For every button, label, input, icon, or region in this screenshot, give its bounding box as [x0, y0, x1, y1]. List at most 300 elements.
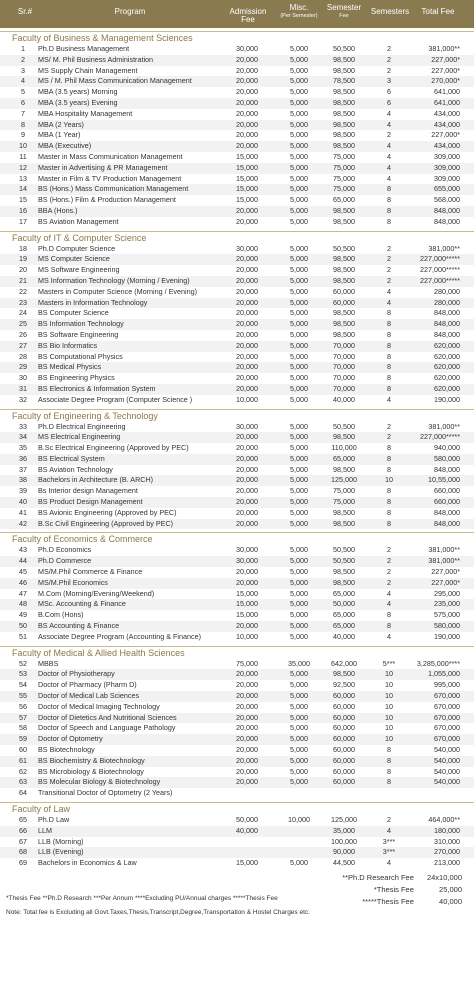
cell-misc-fee: 5,000	[290, 44, 308, 53]
cell-admission-fee: 20,000	[236, 97, 258, 107]
cell-admission-fee: 15,000	[236, 610, 258, 620]
faculty-rows	[0, 244, 474, 406]
cell-semester-fee: 98,500	[333, 432, 355, 442]
research-fee-line	[342, 873, 462, 882]
cell-misc-fee: 5,000	[290, 297, 308, 307]
cell-program: MS Information Technology (Morning / Evening)	[38, 275, 190, 285]
header-misc-label: Misc.	[289, 3, 309, 12]
cell-program: BS Software Engineering	[38, 329, 119, 339]
cell-semester-fee: 98,500	[333, 254, 355, 264]
table-row	[0, 298, 474, 309]
table-row	[0, 330, 474, 341]
cell-program: MS Electrical Engineering	[38, 432, 121, 442]
faculty-section	[0, 532, 474, 642]
cell-total-fee: 940,000	[434, 443, 460, 453]
faculty-title: Faculty of Business & Management Sciences	[0, 31, 474, 44]
cell-semester-fee: 65,000	[333, 621, 355, 631]
table-row	[0, 680, 474, 691]
cell-misc-fee: 5,000	[290, 286, 308, 296]
cell-semesters: 8	[387, 621, 391, 631]
cell-total-fee: 270,000	[434, 847, 460, 857]
cell-program: Master in Advertising & PR Management	[38, 162, 168, 172]
cell-admission-fee: 15,000	[236, 599, 258, 609]
cell-admission-fee: 20,000	[236, 54, 258, 64]
cell-program: BS (Hons.) Film & Production Management	[38, 195, 176, 205]
cell-sr: 65	[19, 815, 27, 824]
cell-semesters: 4	[387, 173, 391, 183]
cell-program: Doctor of Pharmacy (Pharm D)	[38, 680, 137, 690]
research-fee-label: **Ph.D Research Fee	[342, 872, 414, 882]
cell-misc-fee: 5,000	[290, 588, 308, 598]
cell-admission-fee: 30,000	[236, 545, 258, 555]
cell-semesters: 10	[385, 475, 393, 485]
cell-semesters: 2	[387, 44, 391, 53]
cell-total-fee: 620,000	[434, 351, 460, 361]
cell-sr: 67	[19, 836, 27, 846]
cell-sr: 22	[19, 286, 27, 296]
cell-total-fee: 434,000	[434, 108, 460, 118]
cell-semester-fee: 110,000	[331, 443, 357, 453]
cell-misc-fee: 5,000	[290, 119, 308, 129]
cell-semester-fee: 90,000	[333, 847, 355, 857]
cell-total-fee: 575,000	[434, 610, 460, 620]
cell-sr: 48	[19, 599, 27, 609]
cell-sr: 45	[19, 567, 27, 577]
cell-program: Bachelors in Economics & Law	[38, 858, 137, 868]
cell-sr: 23	[19, 297, 27, 307]
cell-admission-fee: 20,000	[236, 87, 258, 97]
cell-admission-fee: 20,000	[236, 766, 258, 776]
cell-semesters: 10	[385, 734, 393, 744]
cell-misc-fee: 5,000	[290, 195, 308, 205]
cell-sr: 50	[19, 621, 27, 631]
faculty-section	[0, 31, 474, 228]
cell-semester-fee: 98,500	[333, 518, 355, 528]
cell-misc-fee: 5,000	[290, 383, 308, 393]
cell-sr: 39	[19, 486, 27, 496]
cell-sr: 38	[19, 475, 27, 485]
cell-sr: 28	[19, 351, 27, 361]
cell-admission-fee: 20,000	[236, 319, 258, 329]
cell-semester-fee: 75,000	[333, 184, 355, 194]
cell-semester-fee: 98,500	[333, 108, 355, 118]
cell-semesters: 8	[387, 507, 391, 517]
cell-sr: 59	[19, 734, 27, 744]
cell-misc-fee: 5,000	[290, 631, 308, 641]
cell-admission-fee: 20,000	[236, 329, 258, 339]
cell-semesters: 6	[387, 97, 391, 107]
cell-misc-fee: 5,000	[290, 205, 308, 215]
table-row	[0, 599, 474, 610]
cell-semester-fee: 60,000	[333, 712, 355, 722]
table-row	[0, 265, 474, 276]
table-row	[0, 55, 474, 66]
cell-admission-fee: 30,000	[236, 243, 258, 253]
cell-program: Ph.D Commerce	[38, 556, 92, 566]
cell-program: Ph.D Economics	[38, 545, 92, 555]
faculty-title: Faculty of Medical & Allied Health Sciences	[0, 646, 474, 659]
cell-program: BS Aviation Management	[38, 216, 119, 226]
cell-semester-fee: 98,500	[333, 464, 355, 474]
cell-admission-fee: 30,000	[236, 421, 258, 431]
cell-total-fee: 540,000	[434, 755, 460, 765]
cell-semesters: 8	[387, 766, 391, 776]
cell-semesters: 2	[387, 65, 391, 75]
cell-admission-fee: 20,000	[236, 351, 258, 361]
cell-semester-fee: 98,500	[333, 275, 355, 285]
table-row	[0, 567, 474, 578]
cell-misc-fee: 5,000	[290, 329, 308, 339]
cell-program: Associate Degree Program (Accounting & Finance)	[38, 631, 201, 641]
cell-admission-fee: 20,000	[236, 464, 258, 474]
cell-semester-fee: 92,500	[333, 680, 355, 690]
faculty-rows	[0, 422, 474, 530]
cell-program: MS Supply Chain Management	[38, 65, 138, 75]
cell-semester-fee: 98,500	[333, 141, 355, 151]
cell-program: Doctor of Dietetics And Nutritional Sciences	[38, 712, 177, 722]
table-row	[0, 756, 474, 767]
cell-semester-fee: 75,000	[333, 173, 355, 183]
cell-sr: 40	[19, 497, 27, 507]
cell-semester-fee: 98,500	[333, 577, 355, 587]
table-row	[0, 98, 474, 109]
cell-semester-fee: 70,000	[333, 362, 355, 372]
header-semester-fee	[322, 4, 366, 20]
cell-semesters: 4	[387, 858, 391, 868]
table-row	[0, 195, 474, 206]
cell-total-fee: 3,285,000****	[416, 658, 460, 668]
cell-admission-fee: 20,000	[236, 475, 258, 485]
header-semester-fee-sub: Fee	[339, 13, 349, 19]
cell-semester-fee: 60,000	[333, 723, 355, 733]
cell-sr: 68	[19, 847, 27, 857]
cell-semester-fee: 642,000	[331, 658, 357, 668]
cell-misc-fee: 5,000	[290, 443, 308, 453]
cell-admission-fee: 20,000	[236, 65, 258, 75]
cell-misc-fee: 5,000	[290, 734, 308, 744]
cell-misc-fee: 5,000	[290, 362, 308, 372]
cell-program: Doctor of Medical Imaging Technology	[38, 701, 160, 711]
cell-sr: 63	[19, 777, 27, 787]
cell-program: BS (Hons.) Mass Communication Management	[38, 184, 189, 194]
cell-admission-fee: 20,000	[236, 76, 258, 86]
cell-sr: 60	[19, 745, 27, 755]
cell-sr: 51	[19, 631, 27, 641]
cell-total-fee: 227,000*****	[420, 432, 460, 442]
cell-misc-fee: 5,000	[290, 453, 308, 463]
cell-total-fee: 227,000*****	[420, 275, 460, 285]
cell-total-fee: 848,000	[434, 216, 460, 226]
cell-semesters: 2	[387, 432, 391, 442]
cell-admission-fee: 20,000	[236, 216, 258, 226]
cell-admission-fee: 15,000	[236, 162, 258, 172]
cell-semesters: 3***	[382, 836, 396, 846]
cell-semesters: 8	[387, 453, 391, 463]
cell-program: B.Com (Hons)	[38, 610, 84, 620]
cell-program: Master in Film & TV Production Management	[38, 173, 182, 183]
cell-total-fee: 540,000	[434, 777, 460, 787]
cell-sr: 61	[19, 755, 27, 765]
cell-sr: 4	[21, 76, 25, 86]
cell-semester-fee: 50,500	[333, 556, 355, 566]
cell-admission-fee: 20,000	[236, 432, 258, 442]
table-row	[0, 109, 474, 120]
cell-total-fee: 180,000	[434, 825, 460, 835]
cell-semesters: 2	[387, 54, 391, 64]
cell-program: Master in Mass Communication Management	[38, 151, 183, 161]
cell-semesters: 2	[387, 815, 391, 824]
cell-semesters: 10	[385, 701, 393, 711]
cell-admission-fee: 20,000	[236, 275, 258, 285]
cell-program: MS / M. Phil Mass Communication Management	[38, 76, 192, 86]
cell-total-fee: 620,000	[434, 340, 460, 350]
cell-semesters: 4	[387, 599, 391, 609]
cell-semesters: 2	[387, 254, 391, 264]
cell-program: MBA (2 Years)	[38, 119, 84, 129]
table-row	[0, 184, 474, 195]
cell-program: BS Biotechnology	[38, 745, 95, 755]
cell-misc-fee: 5,000	[290, 130, 308, 140]
cell-program: MBA (Executive)	[38, 141, 92, 151]
cell-total-fee: 309,000	[434, 173, 460, 183]
cell-total-fee: 227,000*	[431, 65, 460, 75]
cell-semesters: 6	[387, 87, 391, 97]
cell-semesters: 4	[387, 631, 391, 641]
cell-semesters: 10	[385, 680, 393, 690]
cell-misc-fee: 5,000	[290, 486, 308, 496]
table-row	[0, 556, 474, 567]
cell-misc-fee: 5,000	[290, 108, 308, 118]
cell-semesters: 8	[387, 308, 391, 318]
cell-program: MSc. Accounting & Finance	[38, 599, 126, 609]
cell-misc-fee: 5,000	[290, 243, 308, 253]
cell-program: BS Electronics & Information System	[38, 383, 156, 393]
cell-program: BS Engineering Physics	[38, 373, 115, 383]
cell-admission-fee: 20,000	[236, 362, 258, 372]
cell-program: M.Com (Morning/Evening/Weekend)	[38, 588, 155, 598]
cell-admission-fee: 20,000	[236, 443, 258, 453]
faculty-title: Faculty of Engineering & Technology	[0, 409, 474, 422]
cell-misc-fee: 5,000	[290, 766, 308, 776]
cell-admission-fee: 20,000	[236, 340, 258, 350]
footer	[0, 869, 474, 939]
cell-sr: 26	[19, 329, 27, 339]
header-semesters: Semesters	[370, 7, 410, 16]
faculty-section	[0, 802, 474, 869]
cell-misc-fee: 5,000	[290, 351, 308, 361]
cell-misc-fee: 5,000	[290, 373, 308, 383]
cell-misc-fee: 5,000	[290, 755, 308, 765]
cell-total-fee: 848,000	[434, 329, 460, 339]
table-row	[0, 702, 474, 713]
table-row	[0, 217, 474, 228]
table-row	[0, 788, 474, 799]
cell-misc-fee: 5,000	[290, 701, 308, 711]
cell-misc-fee: 5,000	[290, 610, 308, 620]
cell-admission-fee: 20,000	[236, 130, 258, 140]
cell-misc-fee: 5,000	[290, 507, 308, 517]
cell-semesters: 10	[385, 723, 393, 733]
cell-sr: 16	[19, 205, 27, 215]
table-row	[0, 422, 474, 433]
cell-misc-fee: 5,000	[290, 669, 308, 679]
cell-misc-fee: 5,000	[290, 76, 308, 86]
table-row	[0, 130, 474, 141]
table-row	[0, 723, 474, 734]
thesis-fee-label: *Thesis Fee	[373, 884, 414, 894]
cell-total-fee: 434,000	[434, 119, 460, 129]
cell-semesters: 2	[387, 243, 391, 253]
cell-admission-fee: 10,000	[236, 394, 258, 404]
cell-total-fee: 540,000	[434, 766, 460, 776]
cell-sr: 3	[21, 65, 25, 75]
cell-semester-fee: 70,000	[333, 340, 355, 350]
cell-semester-fee: 60,000	[333, 745, 355, 755]
cell-misc-fee: 5,000	[290, 464, 308, 474]
cell-semester-fee: 98,500	[333, 669, 355, 679]
cell-program: BS Product Design Management	[38, 497, 143, 507]
cell-semesters: 2	[387, 556, 391, 566]
cell-total-fee: 670,000	[434, 701, 460, 711]
cell-semesters: 8	[387, 755, 391, 765]
thesis5-fee-label: *****Thesis Fee	[362, 896, 414, 906]
table-row	[0, 384, 474, 395]
cell-total-fee: 309,000	[434, 151, 460, 161]
cell-sr: 25	[19, 319, 27, 329]
header-total: Total Fee	[421, 7, 455, 16]
footnote-note: Note: Total fee is Excluding all Govt.Taxes,Thesis,Transcript,Degree,Transportation & Hostel Charges etc.	[6, 908, 310, 916]
cell-sr: 17	[19, 216, 27, 226]
cell-semesters: 10	[385, 669, 393, 679]
cell-program: LLB (Morning)	[38, 836, 84, 846]
cell-semester-fee: 40,000	[333, 394, 355, 404]
cell-misc-fee: 5,000	[290, 621, 308, 631]
cell-semester-fee: 98,500	[333, 130, 355, 140]
cell-program: Doctor of Medical Lab Sciences	[38, 691, 140, 701]
cell-semesters: 8	[387, 329, 391, 339]
cell-admission-fee: 20,000	[236, 383, 258, 393]
cell-program: BS Accounting & Finance	[38, 621, 120, 631]
faculty-rows	[0, 545, 474, 642]
table-row	[0, 632, 474, 643]
cell-sr: 11	[19, 151, 27, 161]
cell-semesters: 4	[387, 162, 391, 172]
cell-admission-fee: 15,000	[236, 588, 258, 598]
cell-semesters: 8	[387, 362, 391, 372]
faculty-title: Faculty of IT & Computer Science	[0, 231, 474, 244]
cell-misc-fee: 5,000	[290, 54, 308, 64]
cell-semesters: 8	[387, 184, 391, 194]
cell-program: Doctor of Physiotherapy	[38, 669, 115, 679]
cell-admission-fee: 20,000	[236, 254, 258, 264]
cell-total-fee: 280,000	[434, 297, 460, 307]
cell-total-fee: 190,000	[434, 631, 460, 641]
cell-semesters: 3***	[382, 847, 396, 857]
cell-program: BS Avionic Engineering (Approved by PEC)	[38, 507, 177, 517]
faculty-rows	[0, 659, 474, 799]
cell-program: MBA (3.5 years) Morning	[38, 87, 118, 97]
cell-semesters: 2	[387, 421, 391, 431]
cell-total-fee: 227,000*****	[420, 254, 460, 264]
cell-total-fee: 464,000**	[428, 815, 460, 824]
cell-misc-fee: 5,000	[290, 308, 308, 318]
cell-semesters: 10	[385, 712, 393, 722]
cell-program: BS Bio Informatics	[38, 340, 98, 350]
cell-semesters: 8	[387, 383, 391, 393]
table-row	[0, 815, 474, 826]
cell-sr: 7	[21, 108, 25, 118]
cell-admission-fee: 20,000	[236, 577, 258, 587]
cell-admission-fee: 20,000	[236, 373, 258, 383]
cell-total-fee: 381,000**	[428, 556, 460, 566]
cell-semester-fee: 50,000	[333, 599, 355, 609]
cell-semesters: 3	[387, 76, 391, 86]
cell-sr: 42	[19, 518, 27, 528]
cell-semester-fee: 70,000	[333, 351, 355, 361]
research-fee-value: 24x10,000	[426, 872, 462, 882]
cell-admission-fee: 20,000	[236, 723, 258, 733]
cell-program: B.Sc Electrical Engineering (Approved by PEC)	[38, 443, 189, 453]
cell-total-fee: 227,000*****	[420, 265, 460, 275]
cell-admission-fee: 20,000	[236, 712, 258, 722]
cell-program: BS Molecular Biology & Biotechnology	[38, 777, 161, 787]
cell-program: BS Electrical System	[38, 453, 105, 463]
cell-total-fee: 434,000	[434, 141, 460, 151]
cell-misc-fee: 5,000	[290, 141, 308, 151]
cell-program: MS/M.Phil Commerce & Finance	[38, 567, 143, 577]
faculty-section	[0, 231, 474, 406]
header-misc	[276, 4, 322, 20]
cell-semester-fee: 98,500	[333, 119, 355, 129]
cell-admission-fee: 30,000	[236, 556, 258, 566]
table-row	[0, 858, 474, 869]
cell-misc-fee: 5,000	[290, 421, 308, 431]
cell-semesters: 8	[387, 195, 391, 205]
table-row	[0, 545, 474, 556]
cell-total-fee: 995,000	[434, 680, 460, 690]
cell-semester-fee: 65,000	[333, 195, 355, 205]
table-row	[0, 486, 474, 497]
cell-sr: 64	[19, 788, 27, 798]
cell-sr: 32	[19, 394, 27, 404]
cell-total-fee: 227,000*	[431, 54, 460, 64]
cell-semester-fee: 44,500	[333, 858, 355, 868]
cell-sr: 54	[19, 680, 27, 690]
cell-sr: 15	[19, 195, 27, 205]
table-row	[0, 826, 474, 837]
cell-semesters: 8	[387, 443, 391, 453]
cell-program: BS Medical Physics	[38, 362, 102, 372]
cell-total-fee: 310,000	[434, 836, 460, 846]
table-row	[0, 610, 474, 621]
cell-admission-fee: 20,000	[236, 453, 258, 463]
cell-admission-fee: 50,000	[236, 815, 258, 824]
cell-total-fee: 227,000*	[431, 567, 460, 577]
cell-misc-fee: 5,000	[290, 567, 308, 577]
cell-semesters: 4	[387, 108, 391, 118]
header-admission: Admission Fee	[229, 7, 267, 24]
table-row	[0, 352, 474, 363]
cell-semesters: 4	[387, 297, 391, 307]
table-row	[0, 745, 474, 756]
cell-semesters: 8	[387, 745, 391, 755]
cell-semester-fee: 50,500	[333, 545, 355, 555]
cell-misc-fee: 5,000	[290, 254, 308, 264]
cell-program: MS Computer Science	[38, 254, 110, 264]
cell-semesters: 2	[387, 577, 391, 587]
faculty-section	[0, 409, 474, 530]
cell-semester-fee: 98,500	[333, 216, 355, 226]
